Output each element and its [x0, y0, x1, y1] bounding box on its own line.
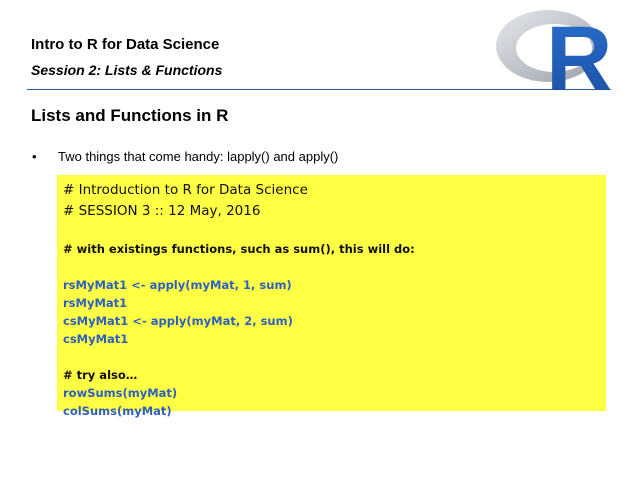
code-comment-try: # try also… — [63, 368, 138, 382]
code-line: csMyMat1 <- apply(myMat, 2, sum) — [63, 314, 293, 328]
code-line: rsMyMat1 <- apply(myMat, 1, sum) — [63, 278, 292, 292]
blank-line — [63, 258, 606, 276]
slide-subtitle: Session 2: Lists & Functions — [31, 62, 223, 78]
blank-line — [63, 348, 606, 366]
code-line: csMyMat1 — [63, 332, 129, 346]
slide-heading: Lists and Functions in R — [31, 106, 229, 125]
code-block — [57, 175, 606, 418]
bullet-icon: • — [32, 149, 37, 164]
code-comment-existing: # with existings functions, such as sum(), this will do: — [63, 242, 415, 256]
bullet-text: Two things that come handy: lapply() and apply() — [58, 149, 339, 164]
code-comment-title: # Introduction to R for Data Science — [63, 182, 308, 198]
blank-line — [63, 222, 606, 240]
code-line: rowSums(myMat) — [63, 386, 178, 400]
code-line: rsMyMat1 — [63, 296, 128, 310]
r-logo-letter: R — [546, 8, 612, 96]
r-logo-icon — [492, 2, 612, 96]
code-comment-session: # SESSION 3 :: 12 May, 2016 — [63, 203, 261, 219]
code-line: colSums(myMat) — [63, 404, 172, 418]
slide-title: Intro to R for Data Science — [31, 36, 220, 53]
